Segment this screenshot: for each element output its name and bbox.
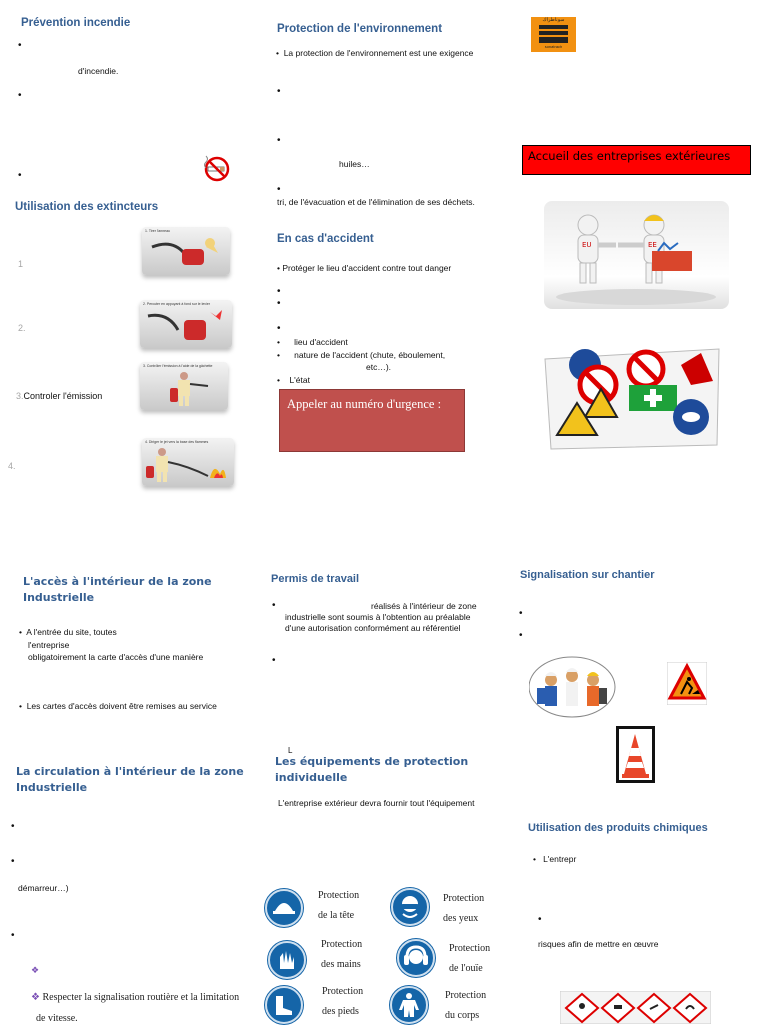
step-number: 1 xyxy=(18,259,24,269)
circ-vitesse: de vitesse. xyxy=(36,1013,78,1024)
permit-line: réalisés à l'intérieur de zone xyxy=(371,601,477,611)
bullet: • xyxy=(11,930,15,941)
bullet: • xyxy=(519,630,523,641)
bullet: • xyxy=(277,184,281,195)
fire-text: d'incendie. xyxy=(78,66,119,76)
step-label: Controler l'émission xyxy=(23,391,103,401)
acc-line: • Protéger le lieu d'accident contre tout danger xyxy=(277,263,452,273)
permit-line: industrielle sont soumis à l'obtention au préalable xyxy=(285,612,471,622)
sonatrach-logo: سوناطراك sonatrach xyxy=(531,17,576,52)
extinguisher-step-image: 1. Tirer l'anneau xyxy=(142,227,230,275)
ear-protection-icon xyxy=(397,939,435,977)
step-3 xyxy=(16,391,102,401)
step-number: 3. xyxy=(16,391,24,401)
bullet: • xyxy=(18,40,22,51)
bullet: • xyxy=(277,86,281,97)
boots-icon xyxy=(265,986,303,1024)
step-number: 4. xyxy=(8,461,16,471)
ppe-line: L'entreprise extérieur devra fournir tout l'équipement xyxy=(278,798,475,808)
handshake-image xyxy=(544,201,729,309)
ppe-label: Protection des mains xyxy=(321,939,363,970)
access-title: L'accès à l'intérieur de la zone Industrielle xyxy=(23,575,212,604)
circulation-title: La circulation à l'intérieur de la zone Industrielle xyxy=(16,765,244,794)
coverall-icon xyxy=(390,986,428,1024)
acc-etat: • L'état xyxy=(277,375,310,385)
accident-title: En cas d'accident xyxy=(277,233,374,245)
access-line: • Les cartes d'accès doivent être remises au service xyxy=(19,701,217,711)
acc-lieu: • lieu d'accident xyxy=(277,337,348,347)
accueil-text: Accueil des entreprises extérieures xyxy=(528,149,731,163)
safety-signs-image xyxy=(541,345,721,450)
chem-line: • L'entrepr xyxy=(533,854,577,864)
env-tri: tri, de l'évacuation et de l'élimination de ses déchets. xyxy=(277,197,475,207)
ppe-label: Protection de l'ouïe xyxy=(449,943,491,974)
stray-letter: L xyxy=(288,746,293,755)
access-line: obligatoirement la carte d'accès d'une manière xyxy=(28,652,204,662)
gloves-icon xyxy=(268,941,306,979)
extinguisher-title: Utilisation des extincteurs xyxy=(15,201,159,213)
ppe-title: Les équipements de protection individuelle xyxy=(275,755,469,784)
bullet: • xyxy=(277,286,281,297)
signage-title: Signalisation sur chantier xyxy=(520,569,655,581)
roadwork-sign-icon xyxy=(667,662,707,705)
diamond-bullet-icon: ❖ xyxy=(31,965,40,975)
traffic-cone-icon xyxy=(616,726,655,783)
permit-title: Permis de travail xyxy=(271,573,360,585)
bullet: • xyxy=(18,90,22,101)
step-number: 2. xyxy=(18,323,26,333)
accueil-banner xyxy=(522,145,751,175)
bullet: • xyxy=(272,600,276,611)
svg-text:EE: EE xyxy=(648,241,657,249)
bullet: • xyxy=(11,856,15,867)
ppe-label: Protection du corps xyxy=(445,990,487,1021)
emergency-text: Appeler au numéro d'urgence : xyxy=(287,397,442,411)
no-smoking-icon xyxy=(200,152,232,182)
extinguisher-step-image: 3. Contrôler l'émission à l'aide de la gâchette xyxy=(140,362,228,410)
goggles-icon xyxy=(391,888,429,926)
bullet: • xyxy=(277,323,281,334)
chemicals-title: Utilisation des produits chimiques xyxy=(528,822,708,834)
bullet: • xyxy=(18,170,22,181)
chemical-pictograms-image xyxy=(560,991,711,1024)
emergency-box xyxy=(279,389,465,452)
acc-nature: • nature de l'accident (chute, éboulement, xyxy=(277,350,446,360)
diamond-bullet-icon: ❖ xyxy=(31,992,40,1003)
access-line: l'entreprise xyxy=(28,640,70,650)
ppe-label: Protection des pieds xyxy=(322,986,364,1017)
bullet: • xyxy=(519,608,523,619)
env-line: • La protection de l'environnement est une exigence xyxy=(276,48,474,58)
acc-etc: etc…). xyxy=(366,362,392,372)
svg-text:EU: EU xyxy=(582,241,592,249)
bullet: • xyxy=(277,298,281,309)
bullet: • xyxy=(277,135,281,146)
circ-demarreur: démarreur…) xyxy=(18,883,69,893)
access-line: • A l'entrée du site, toutes xyxy=(19,627,117,637)
permit-line: d'une autorisation conformément au référentiel xyxy=(285,623,461,633)
extinguisher-step-image: 4. Diriger le jet vers la base des flammes xyxy=(142,438,234,486)
bullet: • xyxy=(272,655,276,666)
ppe-label: Protection des yeux xyxy=(443,893,485,924)
circ-respect: ❖ Respecter la signalisation routière et la limitation xyxy=(31,992,240,1003)
chem-line: risques afin de mettre en œuvre xyxy=(538,939,659,949)
ppe-label: Protection de la tête xyxy=(318,890,360,921)
env-huiles: huiles… xyxy=(339,159,370,169)
bullet: • xyxy=(538,914,542,925)
environment-title: Protection de l'environnement xyxy=(277,23,443,35)
extinguisher-step-image: 2. Percuter en appuyant à fond sur le levier xyxy=(140,300,232,348)
bullet: • xyxy=(11,821,15,832)
workers-image xyxy=(529,656,616,718)
fire-prevention-title: Prévention incendie xyxy=(21,17,131,29)
helmet-icon xyxy=(265,889,303,927)
